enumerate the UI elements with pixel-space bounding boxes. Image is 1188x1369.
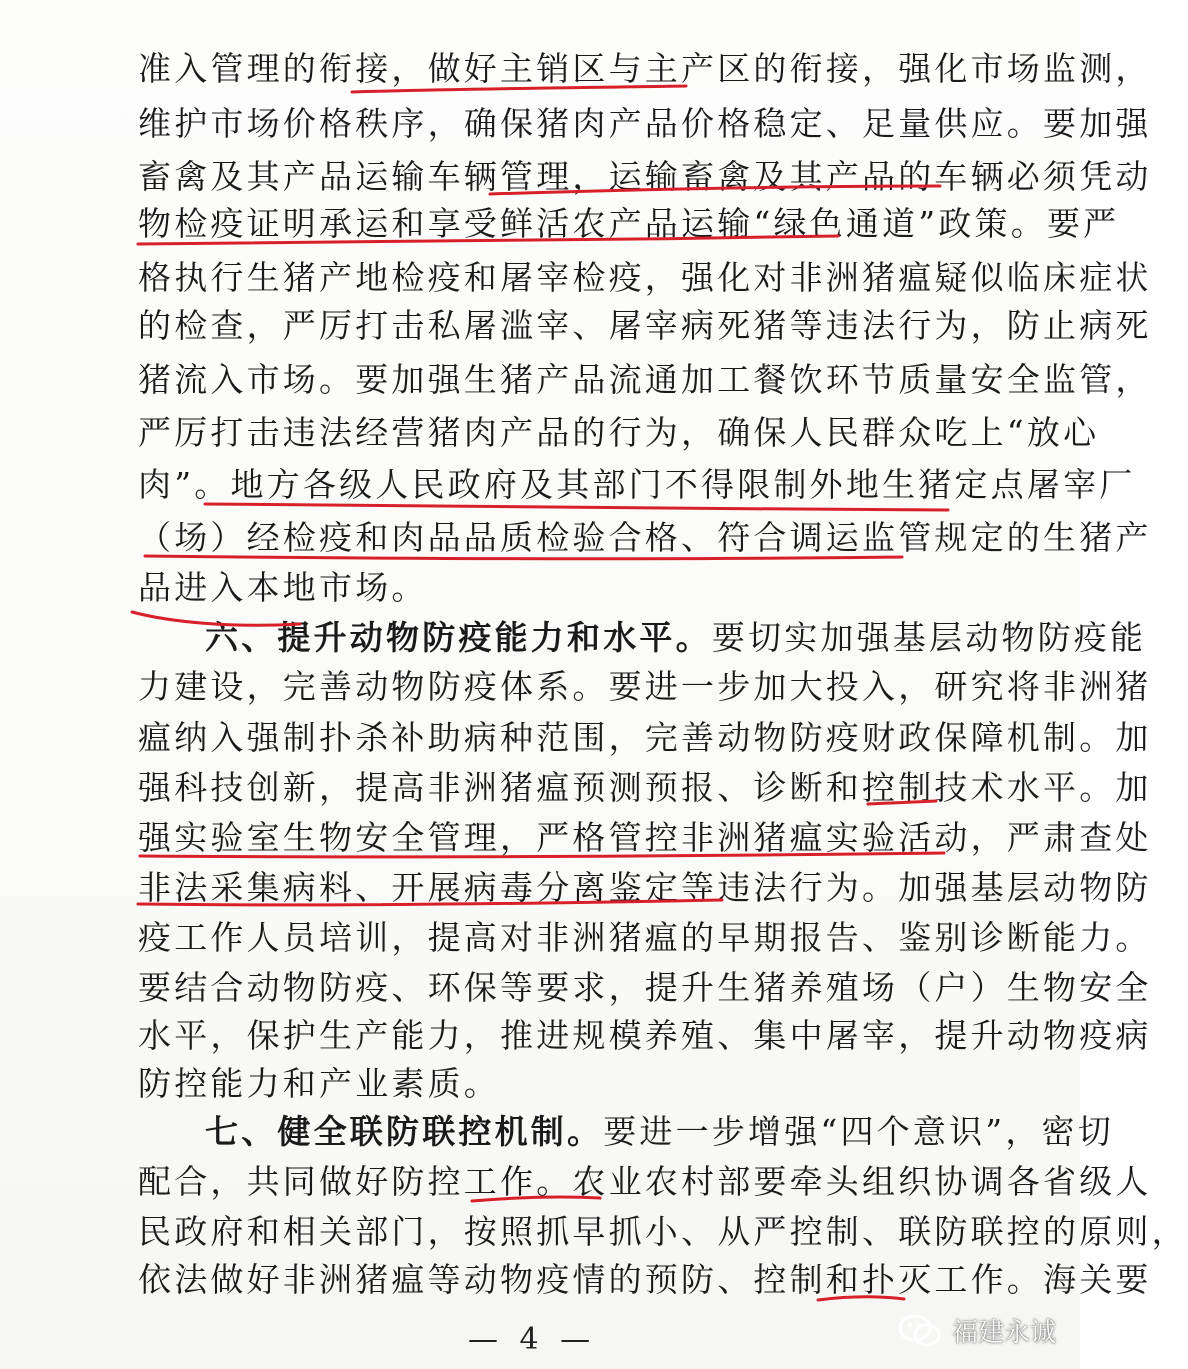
text-line: 肉”。地方各级人民政府及其部门不得限制外地生猪定点屠宰厂 — [138, 465, 1136, 504]
text-line: 瘟纳入强制扑杀补助病种范围，完善动物防疫财政保障机制。加 — [138, 718, 1152, 757]
text-line: 配合，共同做好防控工作。农业农村部要牵头组织协调各省级人 — [138, 1162, 1152, 1201]
text-line: 品进入本地市场。 — [138, 568, 428, 607]
text-line: 非法采集病料、开展病毒分离鉴定等违法行为。加强基层动物防 — [138, 868, 1152, 907]
text-line: 维护市场价格秩序，确保猪肉产品价格稳定、足量供应。要加强 — [138, 104, 1152, 143]
text-line: 民政府和相关部门，按照抓早抓小、从严控制、联防联控的原则， — [138, 1212, 1188, 1251]
text-line: 严厉打击违法经营猪肉产品的行为，确保人民群众吃上“放心 — [138, 413, 1100, 452]
text-line: 畜禽及其产品运输车辆管理，运输畜禽及其产品的车辆必须凭动 — [138, 157, 1152, 196]
section-7-heading: 七、健全联防联控机制。 — [205, 1112, 604, 1151]
text-line: 疫工作人员培训，提高对非洲猪瘟的早期报告、鉴别诊断能力。 — [138, 918, 1152, 957]
text-line: 强科技创新，提高非洲猪瘟预测预报、诊断和控制技术水平。加 — [138, 768, 1152, 807]
text-line: （场）经检疫和肉品品质检验合格、符合调运监管规定的生猪产 — [138, 518, 1152, 557]
text-line: 猪流入市场。要加强生猪产品流通加工餐饮环节质量安全监管， — [138, 360, 1152, 399]
text-line: 要结合动物防疫、环保等要求，提升生猪养殖场（户）生物安全 — [138, 968, 1152, 1007]
text-line: 格执行生猪产地检疫和屠宰检疫，强化对非洲猪瘟疑似临床症状 — [138, 258, 1152, 297]
section-6-text: 要切实加强基层动物防疫能 — [711, 618, 1147, 657]
text-line: 物检疫证明承运和享受鲜活农产品运输“绿色通道”政策。要严 — [138, 204, 1120, 243]
text-line: 防控能力和产业素质。 — [138, 1064, 500, 1103]
section-6-heading: 六、提升动物防疫能力和水平。 — [205, 618, 712, 657]
section-7-text: 要进一步增强“四个意识”，密切 — [603, 1112, 1114, 1151]
text-line: 准入管理的衔接，做好主销区与主产区的衔接，强化市场监测， — [138, 49, 1152, 88]
text-line: 的检查，严厉打击私屠滥宰、屠宰病死猪等违法行为，防止病死 — [138, 306, 1152, 345]
page-number: — 4 — — [468, 1322, 597, 1357]
text-line: 依法做好非洲猪瘟等动物疫情的预防、控制和扑灭工作。海关要 — [138, 1260, 1152, 1299]
section-7-first-line — [205, 1112, 1114, 1152]
wechat-icon — [898, 1313, 942, 1349]
watermark — [898, 1312, 1056, 1349]
text-line: 强实验室生物安全管理，严格管控非洲猪瘟实验活动，严肃查处 — [138, 818, 1152, 857]
text-line: 力建设，完善动物防疫体系。要进一步加大投入，研究将非洲猪 — [138, 667, 1152, 706]
section-6-first-line — [205, 618, 1146, 658]
text-line: 水平，保护生产能力，推进规模养殖、集中屠宰，提升动物疫病 — [138, 1016, 1152, 1055]
watermark-text: 福建永诚 — [951, 1318, 1056, 1348]
